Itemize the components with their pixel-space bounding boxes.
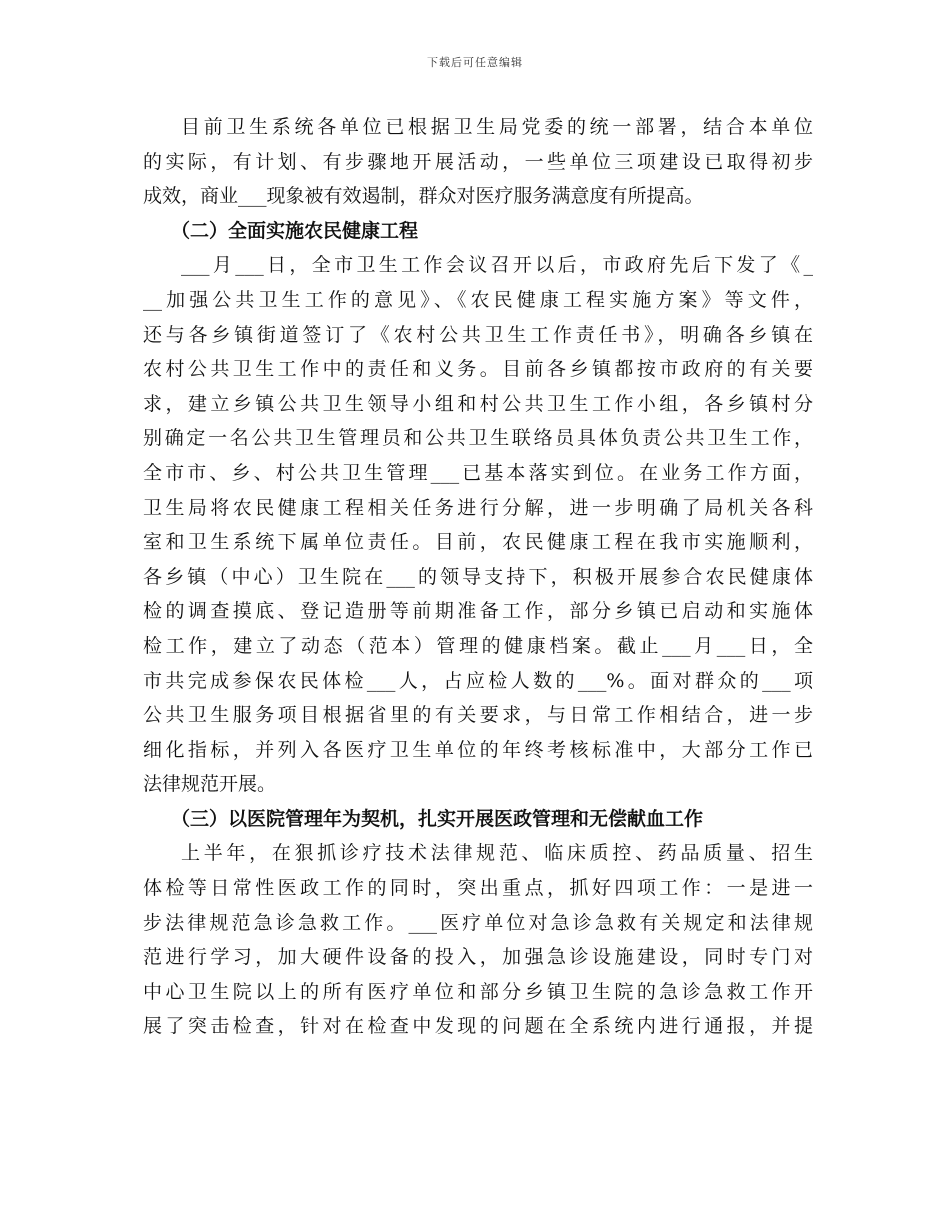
paragraph-line: 公共卫生服务项目根据省里的有关要求，与日常工作相结合，进一步 xyxy=(143,704,813,727)
paragraph-line: 市共完成参保农民体检___人，占应检人数的___%。面对群众的___项 xyxy=(143,669,813,692)
paragraph-line: 上半年，在狠抓诊疗技术法律规范、临床质控、药品质量、招生 xyxy=(181,842,813,865)
paragraph-line: 展了突击检查，针对在检查中发现的问题在全系统内进行通报，并提 xyxy=(143,1015,813,1038)
paragraph-line: 农村公共卫生工作中的责任和义务。目前各乡镇都按市政府的有关要 xyxy=(143,358,813,381)
section-heading: （三）以医院管理年为契机，扎实开展医政管理和无偿献血工作 xyxy=(171,807,704,830)
paragraph-line: 范进行学习，加大硬件设备的投入，加强急诊设施建设，同时专门对 xyxy=(143,946,813,969)
paragraph-line: 步法律规范急诊急救工作。___医疗单位对急诊急救有关规定和法律规 xyxy=(143,911,813,934)
paragraph-line: 室和卫生系统下属单位责任。目前，农民健康工程在我市实施顺利， xyxy=(143,531,813,554)
paragraph-line: __加强公共卫生工作的意见》、《农民健康工程实施方案》等文件， xyxy=(143,288,813,311)
paragraph-line: ___月___日，全市卫生工作会议召开以后，市政府先后下发了《_ xyxy=(181,254,813,277)
paragraph-line: 各乡镇（中心）卫生院在___的领导支持下，积极开展参合农民健康体 xyxy=(143,565,813,588)
paragraph-line: 细化指标，并列入各医疗卫生单位的年终考核标准中，大部分工作已 xyxy=(143,738,813,761)
paragraph-line: 检的调查摸底、登记造册等前期准备工作，部分乡镇已启动和实施体 xyxy=(143,600,813,623)
header-note: 下载后可任意编辑 xyxy=(427,56,523,69)
paragraph-line: 目前卫生系统各单位已根据卫生局党委的统一部署，结合本单位 xyxy=(181,116,813,138)
paragraph-line: 还与各乡镇街道签订了《农村公共卫生工作责任书》，明确各乡镇在 xyxy=(143,323,813,346)
paragraph-line: 中心卫生院以上的所有医疗单位和部分乡镇卫生院的急诊急救工作开 xyxy=(143,980,813,1003)
paragraph-line: 体检等日常性医政工作的同时，突出重点，抓好四项工作：一是进一 xyxy=(143,877,813,900)
document-body xyxy=(143,110,813,1044)
paragraph-line: 检工作，建立了动态（范本）管理的健康档案。截止___月___日，全 xyxy=(143,634,813,657)
paragraph-line: 别确定一名公共卫生管理员和公共卫生联络员具体负责公共卫生工作， xyxy=(143,427,813,450)
paragraph-line: 卫生局将农民健康工程相关任务进行分解，进一步明确了局机关各科 xyxy=(143,496,813,519)
paragraph-line: 成效，商业___现象被有效遏制，群众对医疗服务满意度有所提高。 xyxy=(143,185,704,208)
section-heading: （二）全面实施农民健康工程 xyxy=(171,219,419,242)
paragraph-line: 全市市、乡、村公共卫生管理___已基本落实到位。在业务工作方面， xyxy=(143,461,813,484)
paragraph-line: 的实际，有计划、有步骤地开展活动，一些单位三项建设已取得初步 xyxy=(143,150,813,173)
paragraph-line: 求，建立乡镇公共卫生领导小组和村公共卫生工作小组，各乡镇村分 xyxy=(143,392,813,415)
paragraph-line: 法律规范开展。 xyxy=(143,773,277,796)
